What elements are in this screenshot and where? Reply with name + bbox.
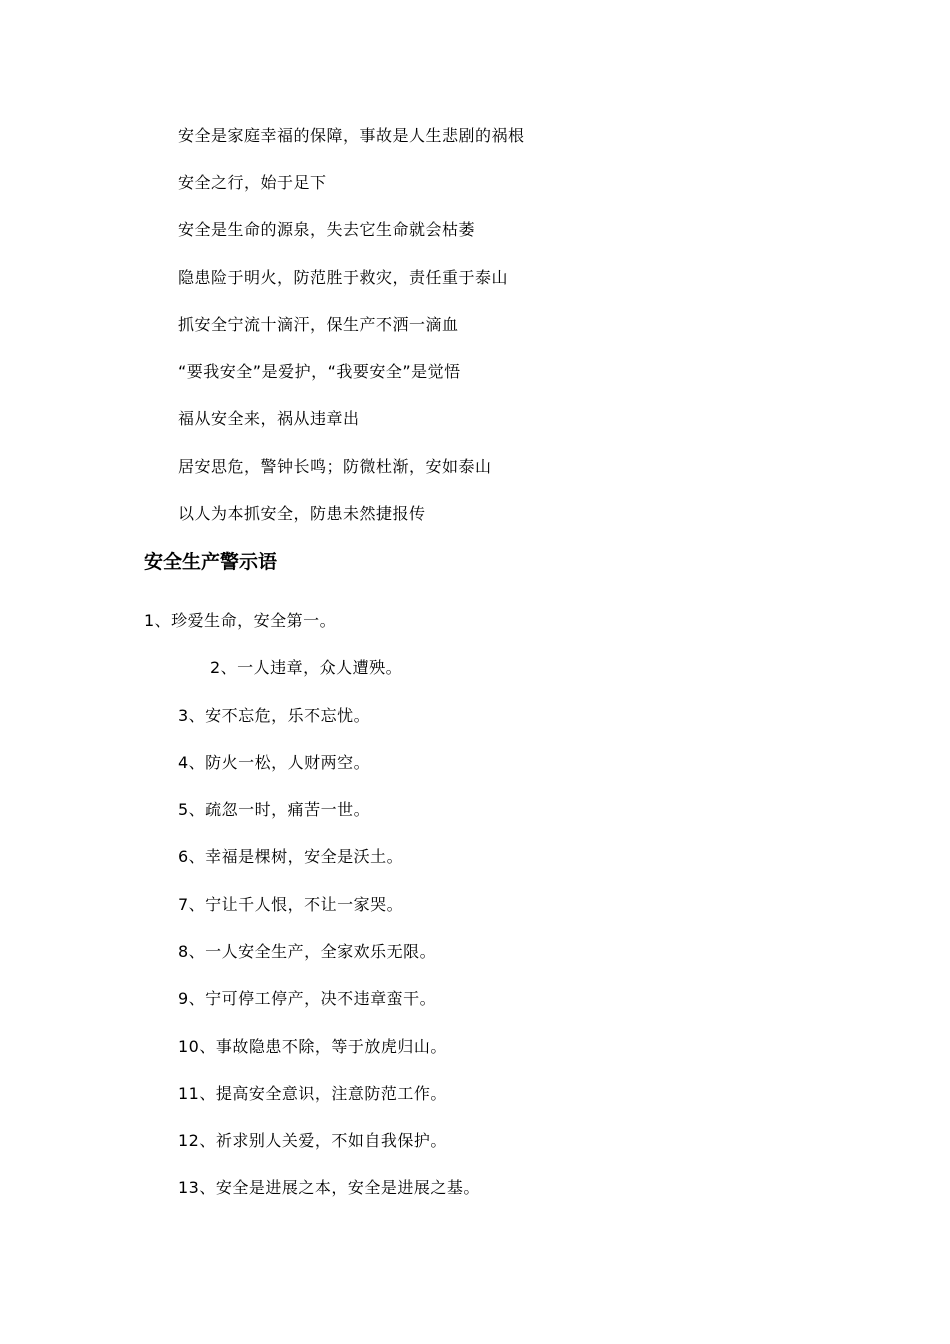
list-item: 2、一人违章，众人遭殃。	[210, 658, 403, 677]
list-item: 7、宁让千人恨，不让一家哭。	[178, 895, 404, 914]
list-item: 13、安全是进展之本，安全是进展之基。	[178, 1178, 480, 1197]
section-title: 安全生产警示语	[144, 551, 278, 573]
list-item: 1、珍爱生命，安全第一。	[144, 611, 337, 630]
list-item: 4、防火一松，人财两空。	[178, 753, 371, 772]
list-item: 9、宁可停工停产，决不违章蛮干。	[178, 989, 437, 1008]
list-item: 12、祈求别人关爱，不如自我保护。	[178, 1131, 447, 1150]
intro-slogan: “要我安全”是爱护，“我要安全”是觉悟	[178, 362, 461, 381]
intro-slogan: 隐患险于明火，防范胜于救灾，责任重于泰山	[178, 268, 509, 287]
intro-slogan: 安全是生命的源泉，失去它生命就会枯萎	[178, 220, 476, 239]
list-item: 10、事故隐患不除，等于放虎归山。	[178, 1037, 447, 1056]
intro-slogan: 福从安全来，祸从违章出	[178, 409, 360, 428]
list-item: 3、安不忘危，乐不忘忧。	[178, 706, 371, 725]
list-item: 6、幸福是棵树，安全是沃土。	[178, 847, 404, 866]
intro-slogan: 抓安全宁流十滴汗，保生产不洒一滴血	[178, 315, 459, 334]
list-item: 11、提高安全意识，注意防范工作。	[178, 1084, 447, 1103]
intro-slogan: 居安思危，警钟长鸣；防微杜渐，安如泰山	[178, 457, 492, 476]
list-item: 5、疏忽一时，痛苦一世。	[178, 800, 371, 819]
intro-slogan: 安全是家庭幸福的保障，事故是人生悲剧的祸根	[178, 126, 525, 145]
intro-slogan: 安全之行，始于足下	[178, 173, 327, 192]
list-item: 8、一人安全生产，全家欢乐无限。	[178, 942, 437, 961]
intro-slogan: 以人为本抓安全，防患未然捷报传	[178, 504, 426, 523]
